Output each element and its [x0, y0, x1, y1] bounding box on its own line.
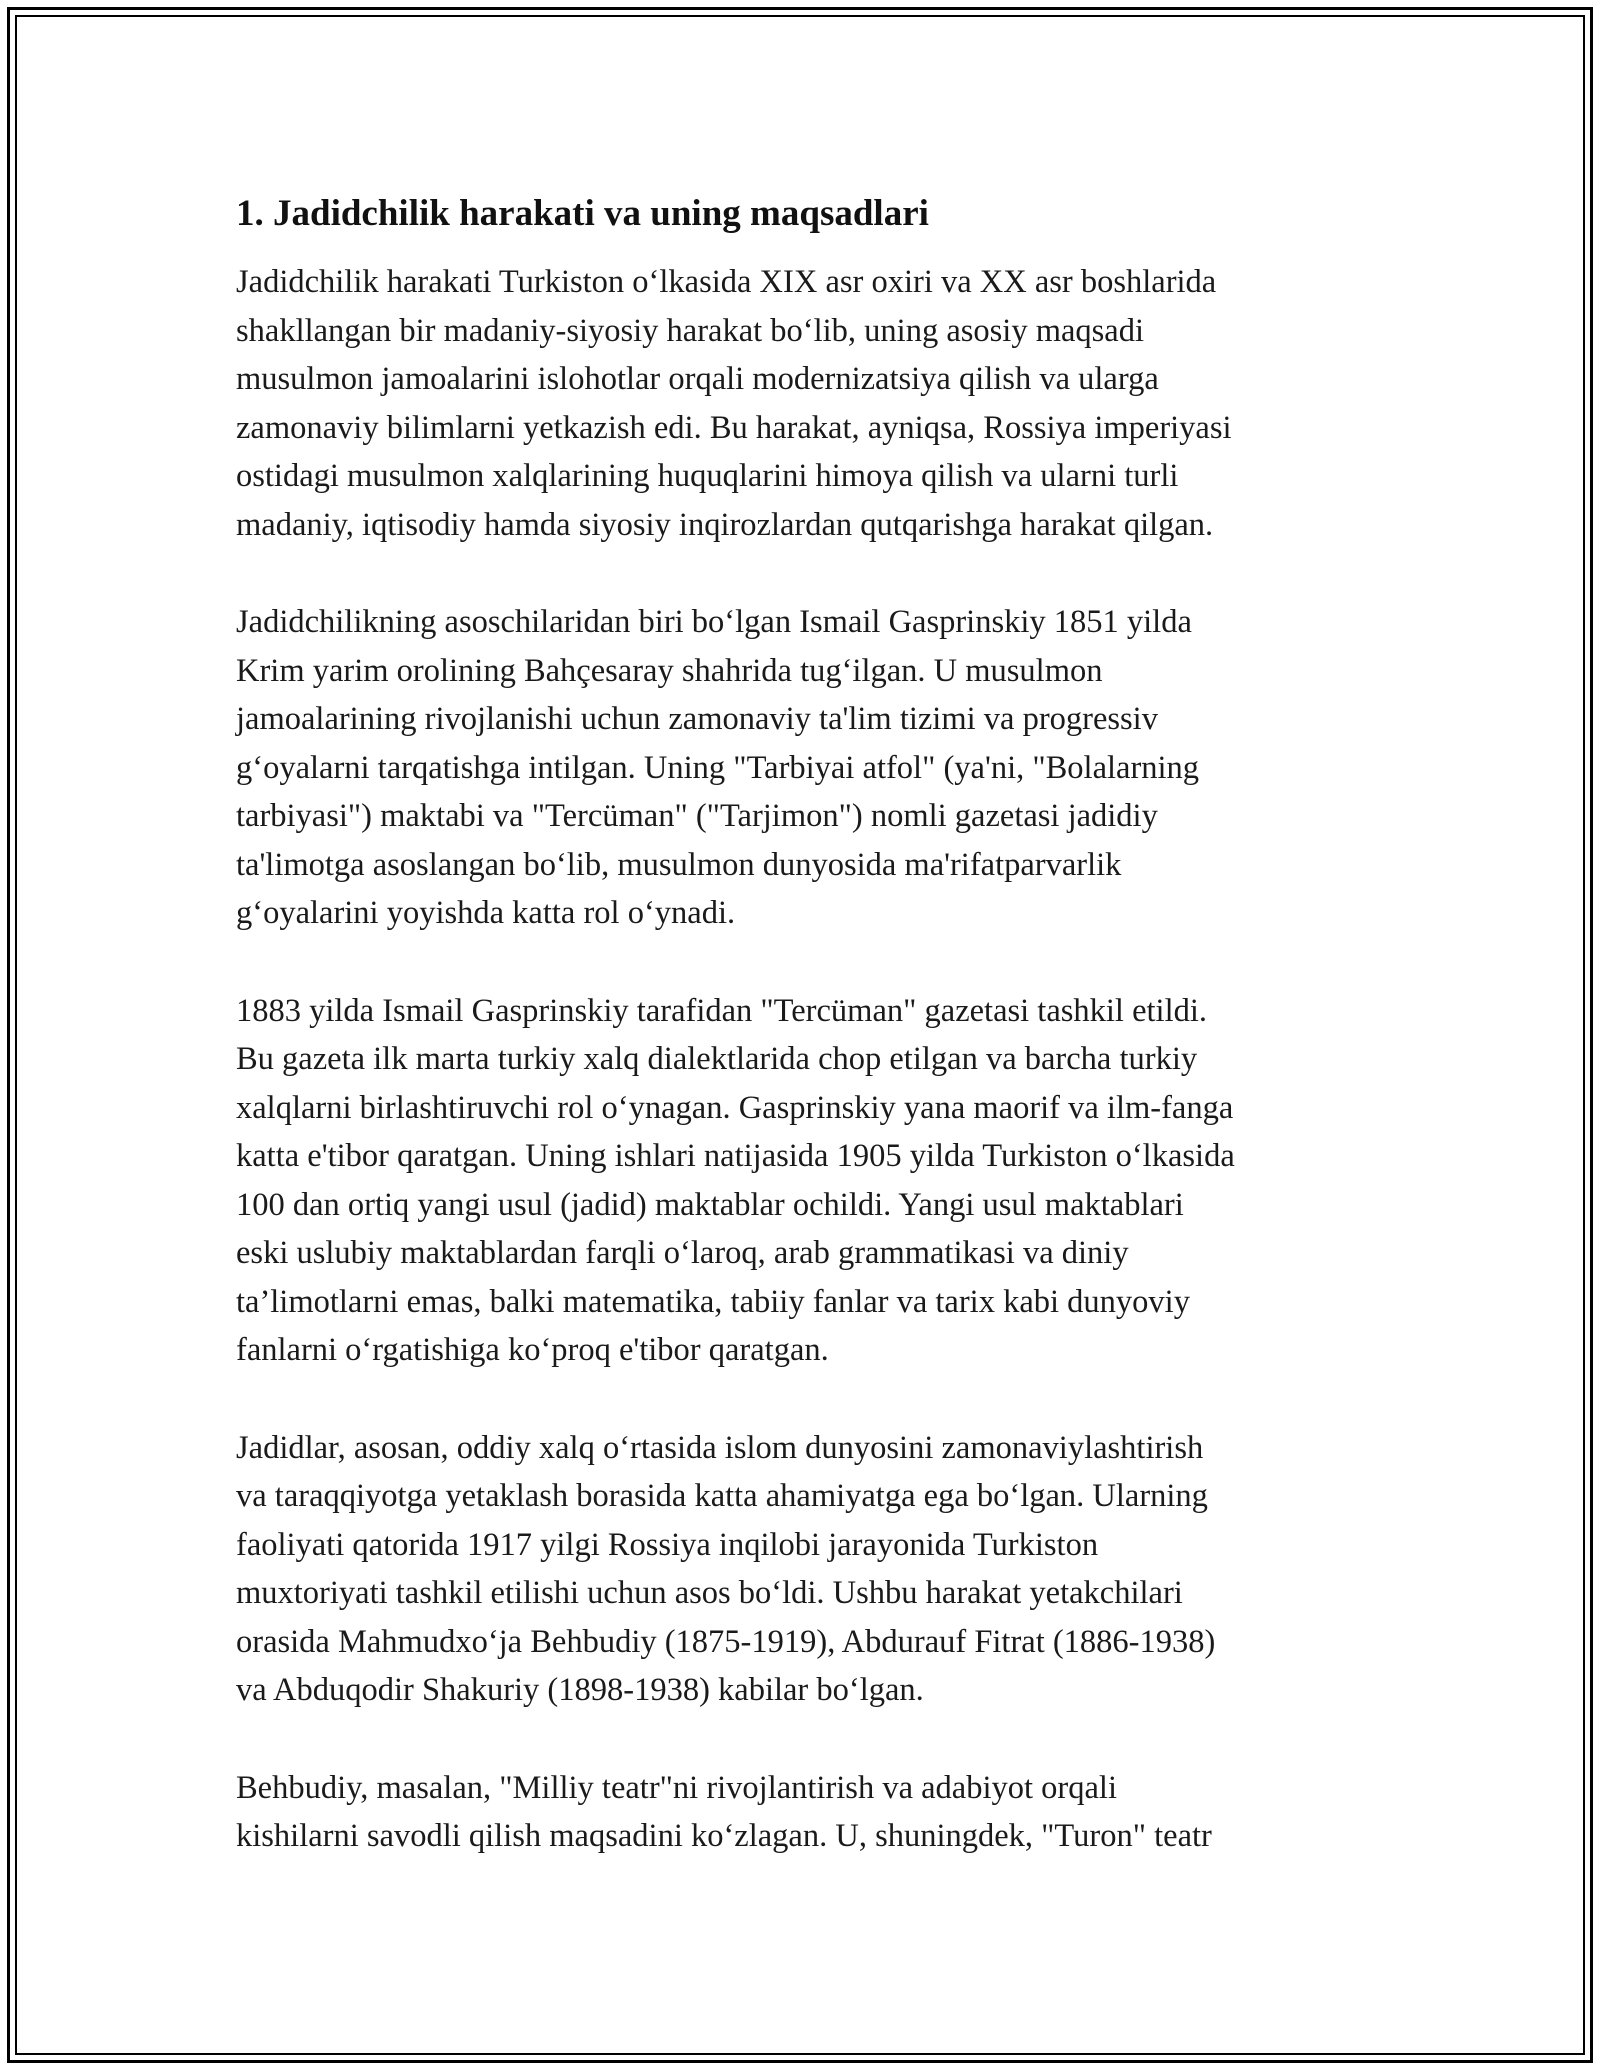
paragraph-line: Jadidchilikning asoschilaridan biri bo‘lgan Ismail Gasprinskiy 1851 yilda: [236, 604, 1192, 640]
paragraph-1: [236, 258, 1386, 549]
paragraph-line: madaniy, iqtisodiy hamda siyosiy inqirozlardan qutqarishga harakat qilgan.: [236, 506, 1214, 543]
paragraph-line: musulmon jamoalarini islohotlar orqali modernizatsiya qilish va ularga: [236, 361, 1159, 397]
paragraph-line: zamonaviy bilimlarni yetkazish edi. Bu harakat, ayniqsa, Rossiya imperiyasi: [236, 409, 1232, 446]
paragraph-line: katta e'tibor qaratgan. Uning ishlari natijasida 1905 yilda Turkiston o‘lkasida: [236, 1138, 1235, 1174]
paragraph-line: ta’limotlarni emas, balki matematika, tabiiy fanlar va tarix kabi dunyoviy: [236, 1283, 1190, 1320]
paragraph-line: g‘oyalarni tarqatishga intilgan. Uning "Tarbiyai atfol" (ya'ni, "Bolalarning: [236, 749, 1200, 786]
paragraph-4: [236, 1424, 1386, 1715]
paragraph-line: tarbiyasi") maktabi va "Tercüman" ("Tarjimon") nomli gazetasi jadidiy: [236, 798, 1158, 834]
paragraph-2: [236, 598, 1386, 938]
paragraph-line: faoliyati qatorida 1917 yilgi Rossiya inqilobi jarayonida Turkiston: [236, 1526, 1099, 1563]
paragraph-line: g‘oyalarini yoyishda katta rol o‘ynadi.: [236, 895, 736, 931]
paragraph-line: kishilarni savodli qilish maqsadini ko‘zlagan. U, shuningdek, "Turon" teatr: [236, 1818, 1212, 1854]
paragraph-line: fanlarni o‘rgatishiga ko‘proq e'tibor qaratgan.: [236, 1332, 829, 1368]
paragraph-line: Bu gazeta ilk marta turkiy xalq dialektlarida chop etilgan va barcha turkiy: [236, 1041, 1198, 1077]
paragraph-line: jamoalarining rivojlanishi uchun zamonaviy ta'lim tizimi va progressiv: [236, 701, 1158, 737]
paragraph-line: Krim yarim orolining Bahçesaray shahrida tug‘ilgan. U musulmon: [236, 652, 1103, 689]
paragraph-line: shakllangan bir madaniy-siyosiy harakat bo‘lib, uning asosiy maqsadi: [236, 312, 1145, 349]
paragraph-line: va taraqqiyotga yetaklash borasida katta ahamiyatga ega bo‘lgan. Ularning: [236, 1478, 1208, 1514]
paragraph-line: eski uslubiy maktablardan farqli o‘laroq, arab grammatikasi va diniy: [236, 1235, 1129, 1271]
paragraph-line: ta'limotga asoslangan bo‘lib, musulmon dunyosida ma'rifatparvarlik: [236, 846, 1122, 883]
paragraph-line: va Abduqodir Shakuriy (1898-1938) kabilar bo‘lgan.: [236, 1672, 924, 1708]
paragraph-line: Jadidlar, asosan, oddiy xalq o‘rtasida islom dunyosini zamonaviylashtirish: [236, 1429, 1204, 1466]
paragraph-3: [236, 987, 1386, 1375]
section-heading: 1. Jadidchilik harakati va uning maqsadlari: [236, 193, 929, 234]
document-body: [236, 190, 1386, 1910]
paragraph-line: 1883 yilda Ismail Gasprinskiy tarafidan "Tercüman" gazetasi tashkil etildi.: [236, 992, 1208, 1029]
paragraph-line: 100 dan ortiq yangi usul (jadid) maktablar ochildi. Yangi usul maktablari: [236, 1186, 1184, 1223]
paragraph-5: [236, 1764, 1386, 1861]
paragraph-line: ostidagi musulmon xalqlarining huquqlarini himoya qilish va ularni turli: [236, 458, 1179, 494]
paragraph-line: Jadidchilik harakati Turkiston o‘lkasida XIX asr oxiri va XX asr boshlarida: [236, 264, 1217, 300]
paragraph-line: Behbudiy, masalan, "Milliy teatr"ni rivojlantirish va adabiyot orqali: [236, 1769, 1117, 1806]
paragraph-line: muxtoriyati tashkil etilishi uchun asos bo‘ldi. Ushbu harakat yetakchilari: [236, 1575, 1183, 1611]
paragraph-line: xalqlarni birlashtiruvchi rol o‘ynagan. Gasprinskiy yana maorif va ilm-fanga: [236, 1089, 1234, 1126]
paragraph-line: orasida Mahmudxo‘ja Behbudiy (1875-1919), Abdurauf Fitrat (1886-1938): [236, 1623, 1216, 1660]
